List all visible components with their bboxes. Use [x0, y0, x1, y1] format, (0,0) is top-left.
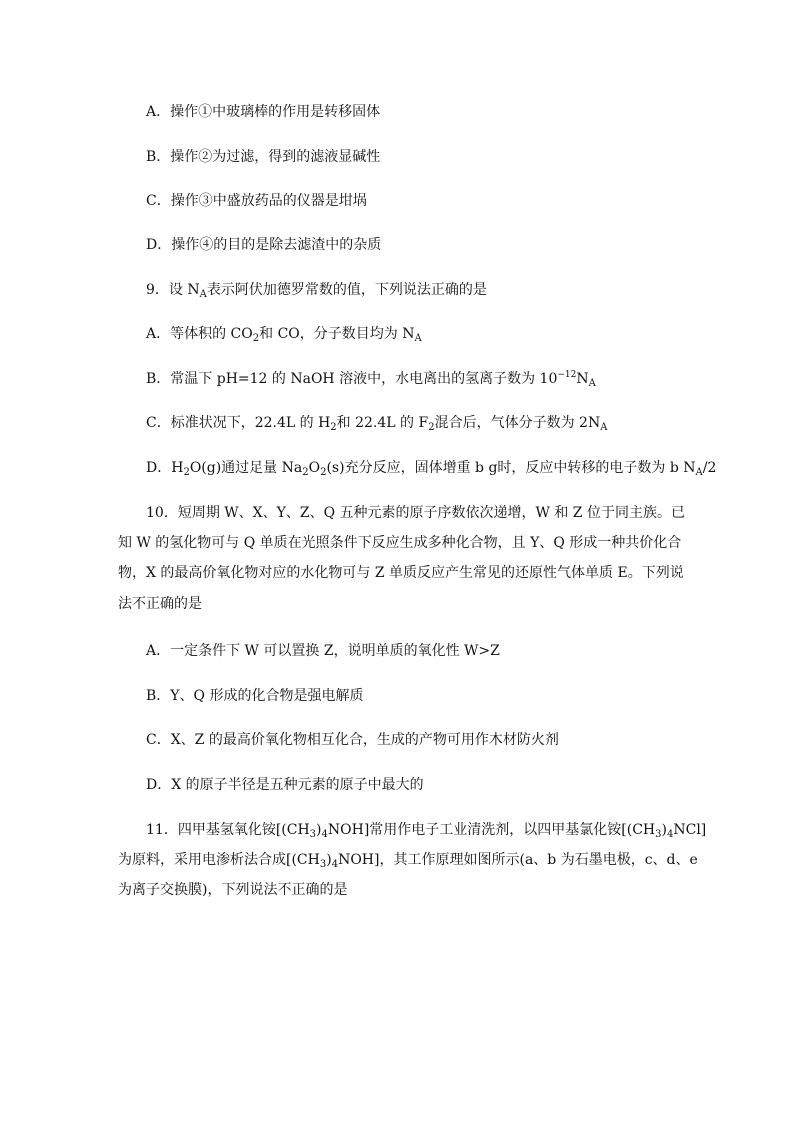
q10-option-a: A．一定条件下 W 可以置换 Z，说明单质的氧化性 W>Z [146, 643, 500, 659]
q9-option-c: C．标准状况下，22.4L 的 $H_2$和 22.4L 的 $F_2$混合后，气体分子数为 $2N_A$ [146, 415, 608, 433]
q11-stem-line1: 11．四甲基氢氧化铵$[(CH_3)_4NOH]$常用作电子工业清洗剂，以四甲基氯化铵$[(CH_3)_4NCl]$ [146, 822, 707, 840]
q9-stem: 9．设 $N_A$表示阿伏加德罗常数的值，下列说法正确的是 [146, 282, 487, 300]
q11-stem-line3: 为离子交换膜)，下列说法不正确的是 [118, 882, 348, 898]
q9-option-a: A．等体积的 $CO_2$和 CO，分子数目均为 $N_A$ [146, 326, 422, 344]
q10-stem-line2: 知 W 的氢化物可与 Q 单质在光照条件下反应生成多种化合物，且 Y、Q 形成一种共价化合 [118, 535, 682, 551]
q8-option-c: C．操作③中盛放药品的仪器是坩埚 [146, 193, 367, 209]
q8-option-a: A．操作①中玻璃棒的作用是转移固体 [146, 104, 381, 120]
q8-option-d: D．操作④的目的是除去滤渣中的杂质 [146, 237, 382, 253]
q10-option-d: D．X 的原子半径是五种元素的原子中最大的 [146, 777, 424, 793]
q8-option-b: B．操作②为过滤，得到的滤液显碱性 [146, 149, 381, 165]
q10-stem-line4: 法不正确的是 [118, 596, 202, 612]
q10-stem-line1: 10．短周期 W、X、Y、Z、Q 五种元素的原子序数依次递增，W 和 Z 位于同主族。已 [146, 505, 685, 521]
q10-option-c: C．X、Z 的最高价氧化物相互化合，生成的产物可用作木材防火剂 [146, 732, 559, 748]
q11-stem-line2: 为原料，采用电渗析法合成$[(CH_3)_4NOH]$，其工作原理如图所示(a、b 为石墨电极，c、d、e [118, 852, 698, 870]
q9-option-d: D．$H_2O(g)$通过足量 $Na_2O_2(s)$充分反应，固体增重 b g时，反应中转移的电子数为 b $N_A/2$ [146, 460, 717, 478]
q9-option-b: B．常温下 pH=12 的 NaOH 溶液中，水电离出的氢离子数为 $10^{-12}N_A$ [146, 370, 596, 389]
q10-stem-line3: 物，X 的最高价氧化物对应的水化物可与 Z 单质反应产生常见的还原性气体单质 E。下列说 [118, 565, 684, 581]
q10-option-b: B．Y、Q 形成的化合物是强电解质 [146, 688, 364, 704]
